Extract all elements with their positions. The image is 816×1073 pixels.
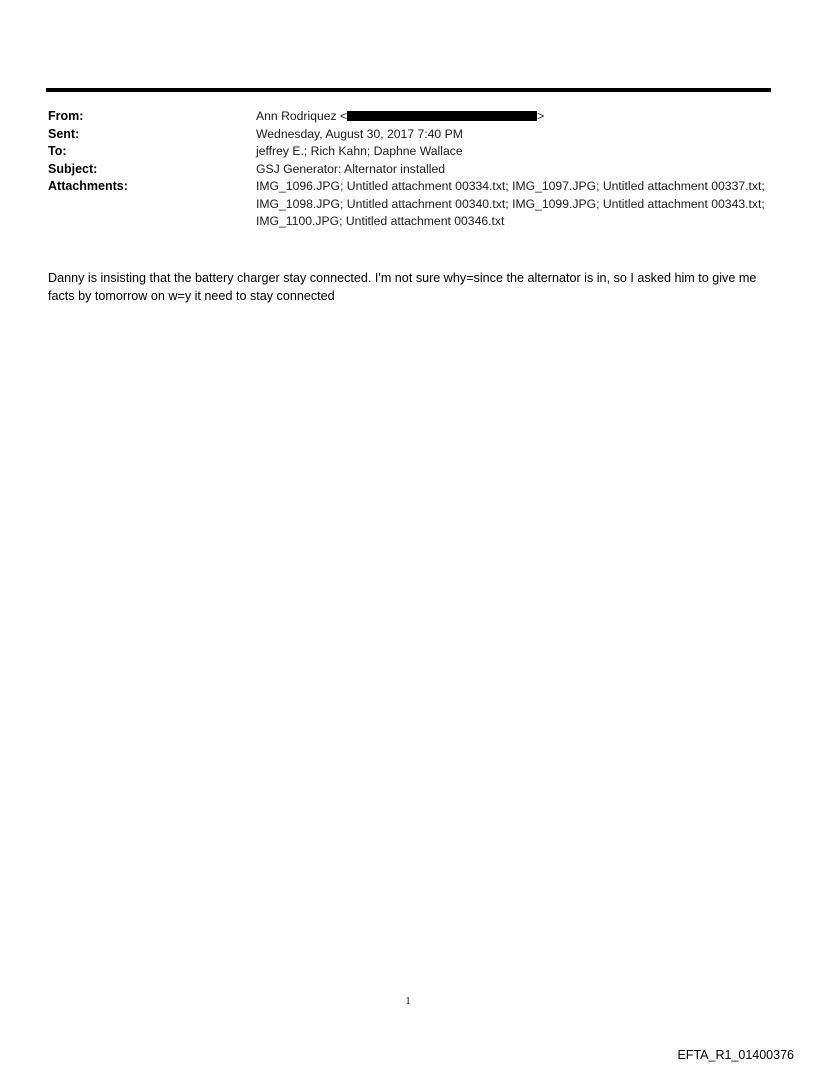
subject-value: GSJ Generator: Alternator installed xyxy=(256,161,446,176)
subject-label: Subject: xyxy=(48,161,98,176)
sent-value: Wednesday, August 30, 2017 7:40 PM xyxy=(256,126,463,141)
to-label: To: xyxy=(48,144,67,158)
from-row xyxy=(48,108,768,126)
subject-row xyxy=(48,161,768,179)
from-label: From: xyxy=(48,109,84,123)
sent-label: Sent: xyxy=(48,126,80,141)
to-row xyxy=(48,143,768,161)
from-name: Ann Rodriquez < xyxy=(256,109,348,123)
bates-number: EFTA_R1_01400376 xyxy=(677,1048,794,1062)
attachments-label: Attachments: xyxy=(48,179,128,193)
redaction-block xyxy=(347,111,537,121)
page-number: 1 xyxy=(405,996,411,1007)
attachments-row xyxy=(48,178,768,231)
header-divider xyxy=(46,88,771,92)
from-value xyxy=(256,108,768,126)
from-close-bracket: > xyxy=(537,109,545,123)
email-body: Danny is insisting that the battery charger stay connected. I'm not sure why=since the alternator is in, so I asked him to give me facts by tomorrow on w=y it need to stay connected xyxy=(48,271,757,303)
attachments-value: IMG_1096.JPG; Untitled attachment 00334.txt; IMG_1097.JPG; Untitled attachment 00337.txt; IMG_1098.JPG; Untitled attachment 00340.txt; IMG_1099.JPG; Untitled attachment 00343.txt; IMG_1100.JPG; Untitled attachment 00346.txt xyxy=(256,179,765,228)
to-value: jeffrey E.; Rich Kahn; Daphne Wallace xyxy=(256,144,463,158)
email-header xyxy=(48,108,768,231)
sent-row xyxy=(48,126,768,144)
